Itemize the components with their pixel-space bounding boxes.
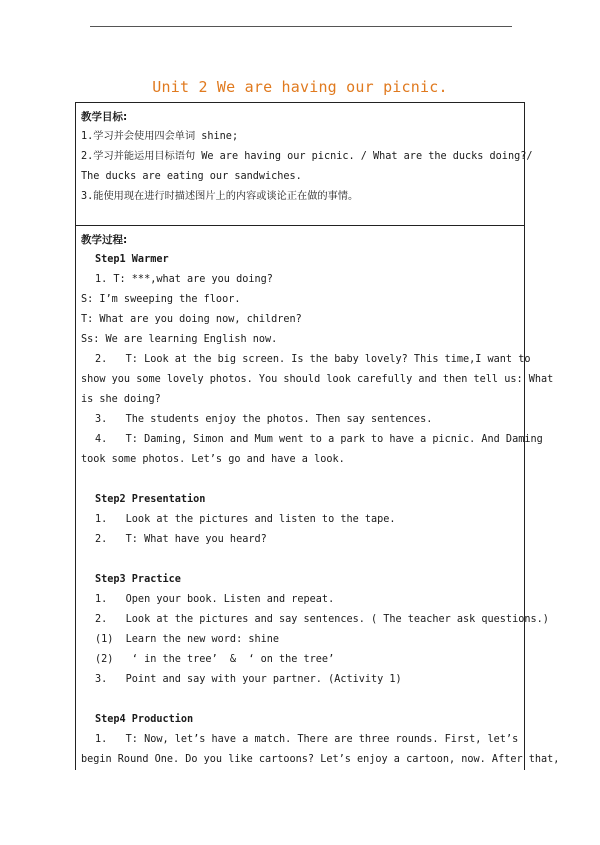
goal-line: 3.能使用现在进行时描述图片上的内容或谈论正在做的事情。 — [81, 191, 359, 202]
step1-title: Step1 Warmer — [95, 254, 169, 265]
step3-line: 1. Open your book. Listen and repeat. — [95, 594, 335, 605]
goal-line: The ducks are eating our sandwiches. — [81, 171, 302, 182]
step3-line: (1) Learn the new word: shine — [95, 634, 280, 645]
step1-line: is she doing? — [81, 394, 161, 405]
spacer — [81, 550, 520, 570]
step1-line: show you some lovely photos. You should look carefully and then tell us: What — [81, 374, 554, 385]
process-heading: 教学过程: — [81, 234, 128, 246]
step1-line: Ss: We are learning English now. — [81, 334, 278, 345]
goal-line: 1.学习并会使用四会单词 shine; — [81, 131, 239, 142]
spacer — [81, 470, 520, 490]
step1-line: 4. T: Daming, Simon and Mum went to a park to have a picnic. And Daming — [95, 434, 543, 445]
step2-title: Step2 Presentation — [95, 494, 206, 505]
step4-line: begin Round One. Do you like cartoons? Let’s enjoy a cartoon, now. After that, — [81, 754, 560, 765]
goals-section — [75, 102, 533, 226]
header-rule — [90, 26, 512, 27]
step3-line: 3. Point and say with your partner. (Activity 1) — [95, 674, 402, 685]
process-section — [75, 225, 560, 770]
step4-line: 1. T: Now, let’s have a match. There are three rounds. First, let’s — [95, 734, 519, 745]
goal-line: 2.学习并能运用目标语句 We are having our picnic. / What are the ducks doing?/ — [81, 151, 533, 162]
step1-line: 3. The students enjoy the photos. Then say sentences. — [95, 414, 433, 425]
step3-line: 2. Look at the pictures and say sentences. ( The teacher ask questions.) — [95, 614, 549, 625]
goals-heading: 教学目标: — [81, 111, 128, 123]
lesson-title: Unit 2 We are having our picnic. — [152, 78, 448, 96]
step1-line: 2. T: Look at the big screen. Is the baby lovely? This time,I want to — [95, 354, 531, 365]
step3-line: (2) ‘ in the tree’ & ‘ on the tree’ — [95, 654, 335, 665]
step1-line: 1. T: ***,what are you doing? — [95, 274, 273, 285]
step2-line: 1. Look at the pictures and listen to the tape. — [95, 514, 396, 525]
step1-line: T: What are you doing now, children? — [81, 314, 302, 325]
step2-line: 2. T: What have you heard? — [95, 534, 267, 545]
step4-title: Step4 Production — [95, 714, 194, 725]
step1-line: S: I’m sweeping the floor. — [81, 294, 241, 305]
spacer — [81, 690, 520, 710]
step1-line: took some photos. Let’s go and have a look. — [81, 454, 345, 465]
step3-title: Step3 Practice — [95, 574, 181, 585]
